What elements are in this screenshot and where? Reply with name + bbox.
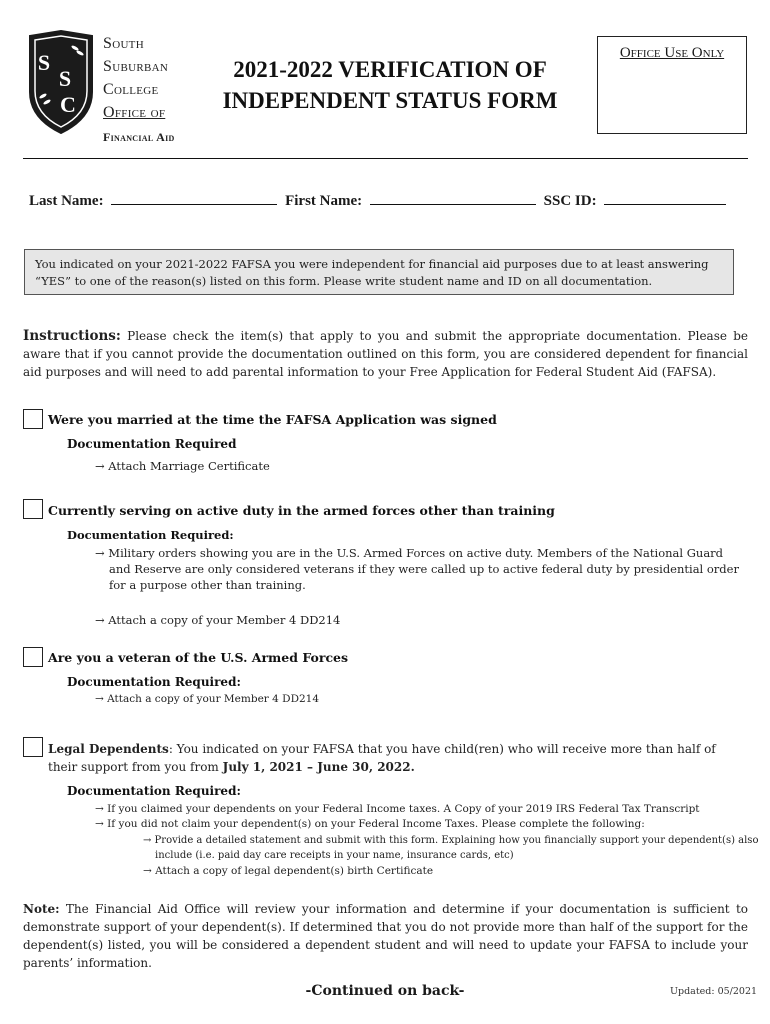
dependents-question [48,740,728,776]
financial-aid-label: Financial Aid [103,130,175,144]
dependents-question-lead: Legal Dependents [48,742,169,756]
logo-letter-3: C [60,92,76,117]
dependents-doc-label: Documentation Required: [67,784,241,798]
married-checkbox[interactable] [23,409,43,429]
veteran-doc-item: → Attach a copy of your Member 4 DD214 [95,693,320,705]
logo-letter-1: S [37,50,51,75]
married-doc-item: → Attach Marriage Certificate [95,459,270,473]
student-info-line [29,192,730,210]
header-divider [23,158,748,159]
veteran-checkbox[interactable] [23,647,43,667]
title-line-1: 2021-2022 VERIFICATION OF [233,57,547,82]
veteran-doc-label: Documentation Required: [67,675,241,689]
dependents-doc-item-2: → If you did not claim your dependent(s) on your Federal Income Taxes. Please complete the following: [95,818,645,830]
instructions [23,327,748,381]
form-title [210,54,570,116]
logo-letter-2: S [58,66,72,91]
college-line-3: College [103,81,159,98]
dependents-checkbox[interactable] [23,737,43,757]
first-name-label: First Name: [285,193,363,209]
instructions-text: Please check the item(s) that apply to you and submit the appropriate documentation. Please be aware that if you cannot provide the documentation outlined on this form, you are considered dependent for financial aid purposes and will need to add parental information to your Free Application for Federal Student Aid (FAFSA). [23,329,748,379]
last-name-label: Last Name: [29,193,104,209]
dependents-question-text: : You indicated on your FAFSA that you have child(ren) who will receive more than half of their support from you from [48,742,716,774]
college-name [103,32,175,149]
notice-box: You indicated on your 2021-2022 FAFSA you were independent for financial aid purposes due to at least answering “YES” to one of the reason(s) listed on this form. Please write student name and ID on all documentation. [24,249,734,295]
college-line-2: Suburban [103,58,169,75]
dependents-doc-sub-2: → Attach a copy of legal dependent(s) birth Certificate [143,865,434,877]
dependents-doc-item-1: → If you claimed your dependents on your Federal Income taxes. A Copy of your 2019 IRS Federal Tax Transcript [95,803,700,815]
office-use-label: Office Use Only [619,45,725,61]
note [23,900,748,972]
active-duty-question: Currently serving on active duty in the armed forces other than training [48,503,555,518]
married-question: Were you married at the time the FAFSA Application was signed [48,412,497,427]
last-name-field[interactable] [111,192,277,205]
instructions-lead: Instructions: [23,328,121,344]
updated-date: Updated: 05/2021 [670,986,758,997]
title-line-2: INDEPENDENT STATUS FORM [222,88,558,113]
college-logo [26,30,96,134]
note-text: The Financial Aid Office will review your information and determine if your documentation is sufficient to demonstrate support of your dependent(s). If determined that you do not provide more than half of the support for the dependent(s) listed, you will be considered a dependent student and will need to update your FAFSA to include your parents’ information. [23,902,748,970]
office-use-box [597,36,747,134]
dependents-doc-sub-1: → Provide a detailed statement and submit with this form. Explaining how you financially support your dependent(s) also include (i.e. paid day care receipts in your name, insurance cards, etc) [143,835,759,861]
active-duty-doc-item-1: → Military orders showing you are in the U.S. Armed Forces on active duty. Members of the National Guard and Reserve are only considered veterans if they were called up to active federal duty by presidential order for a purpose other than training. [95,546,739,592]
active-duty-doc-label: Documentation Required: [67,528,234,542]
college-line-1: South [103,35,144,52]
veteran-question: Are you a veteran of the U.S. Armed Forces [48,650,349,665]
active-duty-doc-item-2: → Attach a copy of your Member 4 DD214 [95,613,341,627]
married-doc-label: Documentation Required [67,437,237,451]
note-lead: Note: [23,902,60,916]
active-duty-checkbox[interactable] [23,499,43,519]
ssc-id-label: SSC ID: [543,193,597,209]
dependents-question-dates: July 1, 2021 – June 30, 2022. [222,760,415,774]
first-name-field[interactable] [370,192,536,205]
ssc-id-field[interactable] [604,192,726,205]
office-of-label: Office of [103,104,166,121]
continued-on-back: -Continued on back- [305,983,465,999]
